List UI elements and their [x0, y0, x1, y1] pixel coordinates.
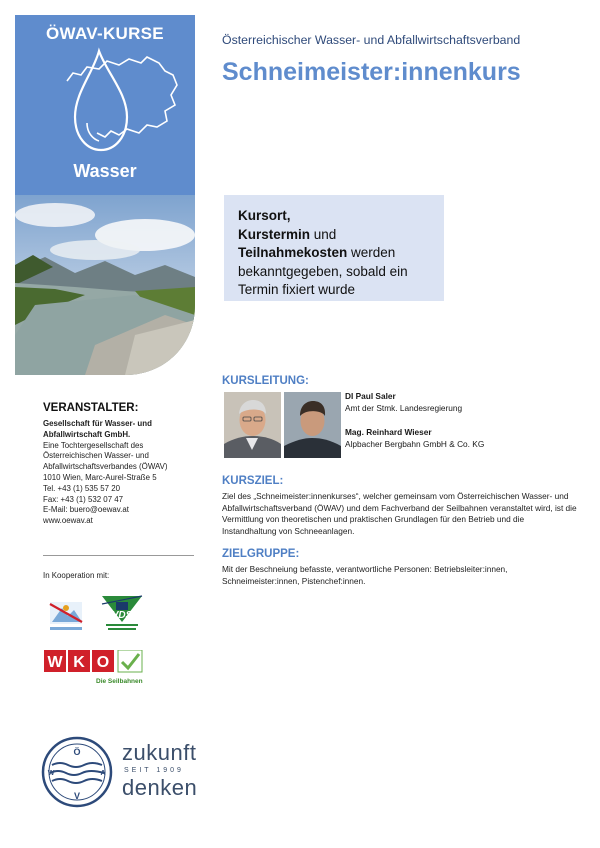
info-und: und [310, 226, 337, 242]
info-box [224, 195, 444, 301]
portrait-reinhard-wieser [284, 392, 341, 458]
svg-text:A: A [100, 770, 106, 777]
veranstalter-line: Abfallwirtschaftsverbandes (ÖWAV) [43, 462, 168, 472]
veranstalter-name-2: Abfallwirtschaft GmbH. [43, 429, 131, 439]
slogan-line-3: denken [122, 775, 198, 800]
svg-text:V: V [73, 791, 81, 801]
vds-logo [98, 592, 146, 634]
vds-logo-text: VDS [111, 610, 133, 621]
slogan [122, 742, 197, 798]
person-2-org: Alpbacher Bergbahn GmbH & Co. KG [345, 439, 485, 449]
veranstalter-website[interactable]: www.oewav.at [43, 516, 93, 526]
zielgruppe-heading: ZIELGRUPPE: [222, 548, 300, 560]
person-1-org: Amt der Stmk. Landesregierung [345, 403, 463, 413]
person-2 [345, 426, 484, 450]
info-rest3: Termin fixiert wurde [238, 282, 356, 297]
person-1 [345, 390, 462, 414]
veranstalter-name-1: Gesellschaft für Wasser- und [43, 419, 152, 428]
kursleitung-heading: KURSLEITUNG: [222, 375, 309, 387]
course-title: Schneimeister:innenkurs [222, 58, 521, 86]
svg-text:W: W [47, 654, 63, 671]
wko-logo [44, 650, 144, 688]
portrait-paul-saler [224, 392, 281, 458]
veranstalter-email[interactable]: E-Mail: buero@oewav.at [43, 505, 129, 515]
info-teilnahmekosten: Teilnahmekosten [238, 245, 348, 260]
slogan-line-1: zukunft [122, 740, 197, 765]
water-drop-austria-icon [15, 45, 195, 160]
organization-name: Österreichischer Wasser- und Abfallwirtschaftsverband [222, 33, 521, 47]
slogan-line-2: SEIT 1909 [124, 767, 184, 774]
veranstalter-line: Österreichischen Wasser- und [43, 451, 149, 461]
svg-text:O: O [96, 654, 110, 671]
person-2-name: Mag. Reinhard Wieser [345, 427, 432, 437]
info-kursort: Kursort, [238, 208, 291, 223]
info-kurstermin: Kurstermin [238, 226, 311, 242]
seilbahnen-oesterreich-logo [44, 592, 88, 636]
info-rest2: bekanntgegeben, sobald ein [238, 263, 408, 279]
info-rest1: werden [347, 245, 396, 260]
kursziel-text: Ziel des „Schneimeister:innenkurses“, welcher gemeinsam vom Österreichischen Wasser- und Abfallwirtschaftsverband (ÖWAV) und dem Fachverband der Seilbahnen veranstaltet wird, ist die Vermittlung von theoretischen und praktischen Grundlagen für den Betrieb und die Instandhaltung von Schneeanlagen. [222, 491, 577, 537]
divider [43, 555, 194, 556]
kooperation-label: In Kooperation mit: [43, 571, 110, 580]
kursziel-heading: KURSZIEL: [222, 475, 284, 487]
river-landscape-photo [15, 195, 195, 375]
svg-text:Ö: Ö [73, 747, 81, 757]
wko-sub-text: Die Seilbahnen [96, 678, 143, 685]
veranstalter-details [43, 419, 193, 527]
veranstalter-phone: Tel. +43 (1) 535 57 20 [43, 483, 120, 493]
svg-text:K: K [73, 654, 85, 671]
svg-text:W: W [47, 770, 55, 777]
badge-subtitle: Wasser [73, 161, 137, 181]
oewav-seal-logo [40, 735, 114, 809]
veranstalter-heading: VERANSTALTER: [43, 402, 139, 414]
veranstalter-line: Eine Tochtergesellschaft des [43, 440, 144, 450]
veranstalter-address: 1010 Wien, Marc-Aurel-Straße 5 [43, 472, 157, 482]
person-1-name: DI Paul Saler [345, 391, 396, 401]
badge-title: ÖWAV-KURSE [46, 24, 164, 43]
veranstalter-fax: Fax: +43 (1) 532 07 47 [43, 494, 124, 504]
zielgruppe-text: Mit der Beschneiung befasste, verantwortliche Personen: Betriebsleiter:innen, Schneimeister:innen, Pistenchef:innen. [222, 564, 508, 586]
course-badge [15, 15, 195, 195]
